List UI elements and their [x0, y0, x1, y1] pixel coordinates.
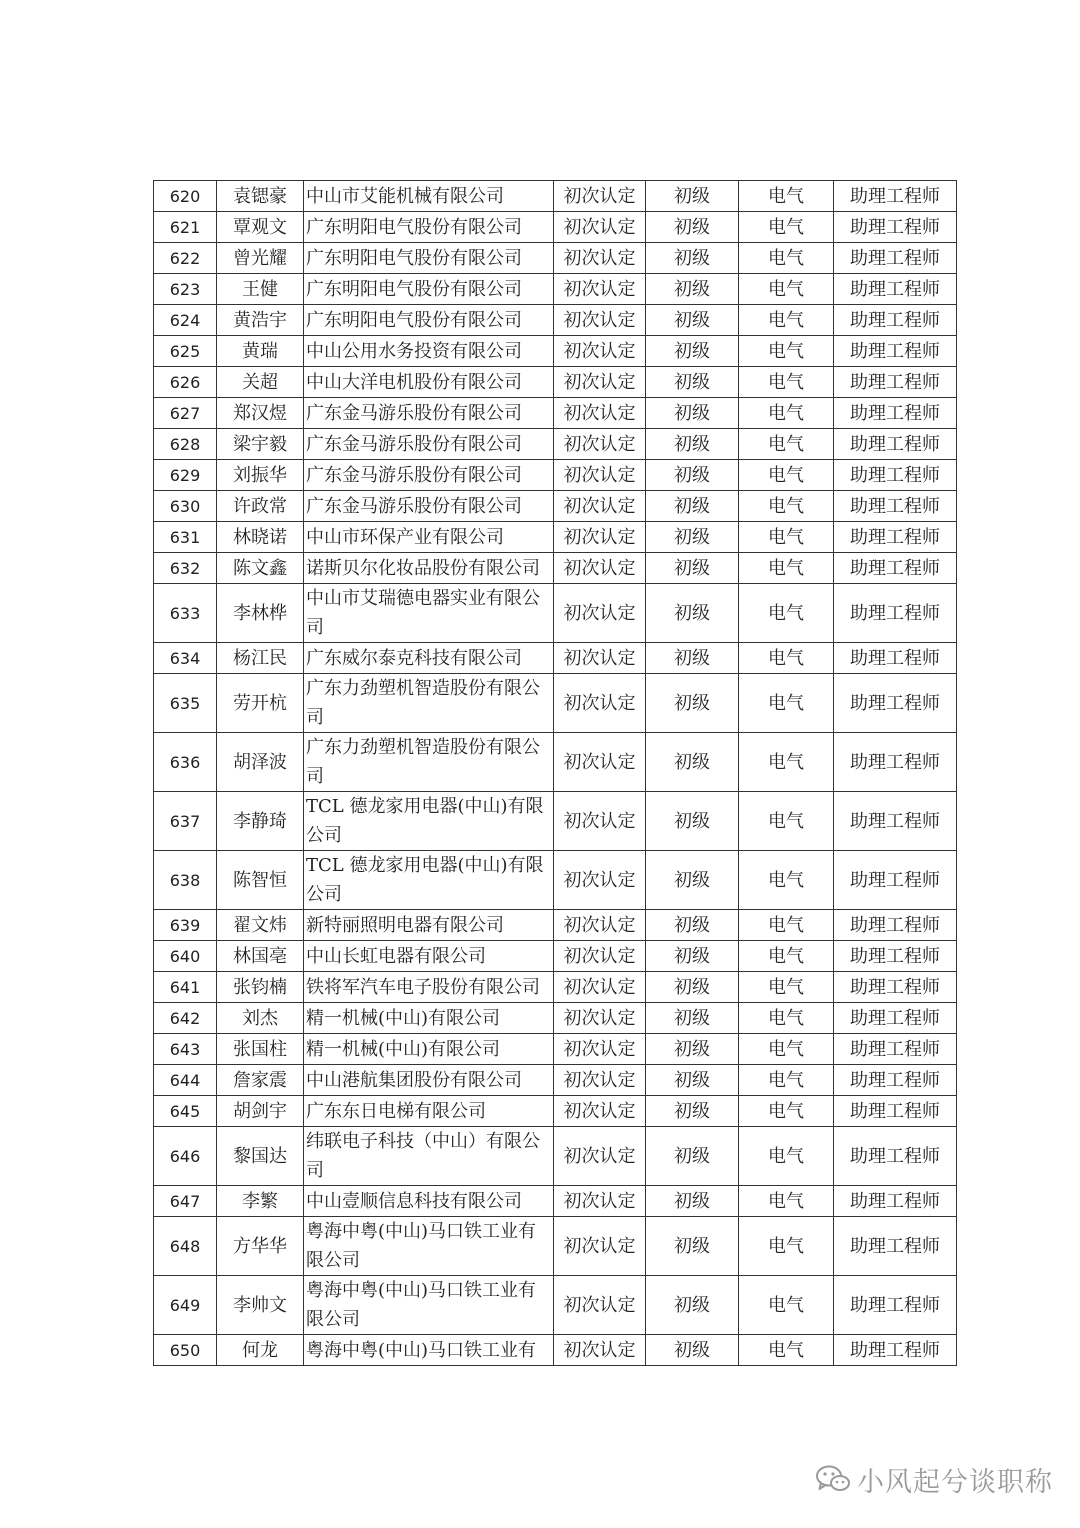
- row-number-cell: 622: [154, 243, 217, 274]
- title-level-cell: 初级: [646, 1003, 739, 1034]
- row-number-cell: 643: [154, 1034, 217, 1065]
- assessment-type-cell: 初次认定: [554, 1335, 646, 1366]
- row-number-cell: 649: [154, 1276, 217, 1335]
- specialty-cell: 电气: [739, 398, 834, 429]
- table-row: [154, 1065, 957, 1096]
- title-name-cell: 助理工程师: [834, 305, 957, 336]
- table-row: [154, 243, 957, 274]
- title-level-cell: 初级: [646, 491, 739, 522]
- title-level-cell: 初级: [646, 460, 739, 491]
- title-level-cell: 初级: [646, 792, 739, 851]
- specialty-cell: 电气: [739, 367, 834, 398]
- person-name-cell: 胡泽波: [217, 733, 304, 792]
- company-name-cell: TCL 德龙家用电器(中山)有限公司: [304, 792, 554, 851]
- table-row: [154, 429, 957, 460]
- person-name-cell: 何龙: [217, 1335, 304, 1366]
- specialty-cell: 电气: [739, 1217, 834, 1276]
- assessment-type-cell: 初次认定: [554, 1127, 646, 1186]
- company-name-cell: 广东明阳电气股份有限公司: [304, 212, 554, 243]
- assessment-type-cell: 初次认定: [554, 398, 646, 429]
- row-number-cell: 644: [154, 1065, 217, 1096]
- company-name-cell: 中山壹顺信息科技有限公司: [304, 1186, 554, 1217]
- specialty-cell: 电气: [739, 1034, 834, 1065]
- row-number-cell: 646: [154, 1127, 217, 1186]
- specialty-cell: 电气: [739, 305, 834, 336]
- table-row: [154, 851, 957, 910]
- specialty-cell: 电气: [739, 336, 834, 367]
- title-name-cell: 助理工程师: [834, 792, 957, 851]
- title-name-cell: 助理工程师: [834, 1127, 957, 1186]
- assessment-type-cell: 初次认定: [554, 941, 646, 972]
- wechat-icon: [815, 1464, 851, 1494]
- title-level-cell: 初级: [646, 584, 739, 643]
- company-name-cell: 广东金马游乐股份有限公司: [304, 460, 554, 491]
- row-number-cell: 639: [154, 910, 217, 941]
- assessment-type-cell: 初次认定: [554, 1065, 646, 1096]
- assessment-type-cell: 初次认定: [554, 274, 646, 305]
- specialty-cell: 电气: [739, 460, 834, 491]
- row-number-cell: 630: [154, 491, 217, 522]
- table-row: [154, 941, 957, 972]
- specialty-cell: 电气: [739, 243, 834, 274]
- assessment-type-cell: 初次认定: [554, 429, 646, 460]
- title-name-cell: 助理工程师: [834, 460, 957, 491]
- title-name-cell: 助理工程师: [834, 1276, 957, 1335]
- company-name-cell: 广东明阳电气股份有限公司: [304, 305, 554, 336]
- table-row: [154, 1276, 957, 1335]
- title-level-cell: 初级: [646, 398, 739, 429]
- title-level-cell: 初级: [646, 910, 739, 941]
- row-number-cell: 627: [154, 398, 217, 429]
- assessment-type-cell: 初次认定: [554, 460, 646, 491]
- title-name-cell: 助理工程师: [834, 367, 957, 398]
- person-name-cell: 陈文鑫: [217, 553, 304, 584]
- row-number-cell: 629: [154, 460, 217, 491]
- title-level-cell: 初级: [646, 429, 739, 460]
- table-row: [154, 1096, 957, 1127]
- row-number-cell: 628: [154, 429, 217, 460]
- title-level-cell: 初级: [646, 1276, 739, 1335]
- person-name-cell: 关超: [217, 367, 304, 398]
- company-name-cell: TCL 德龙家用电器(中山)有限公司: [304, 851, 554, 910]
- person-name-cell: 刘杰: [217, 1003, 304, 1034]
- table-row: [154, 181, 957, 212]
- title-name-cell: 助理工程师: [834, 522, 957, 553]
- company-name-cell: 中山港航集团股份有限公司: [304, 1065, 554, 1096]
- person-name-cell: 翟文炜: [217, 910, 304, 941]
- title-name-cell: 助理工程师: [834, 398, 957, 429]
- person-name-cell: 曾光耀: [217, 243, 304, 274]
- specialty-cell: 电气: [739, 910, 834, 941]
- assessment-type-cell: 初次认定: [554, 243, 646, 274]
- person-name-cell: 王健: [217, 274, 304, 305]
- row-number-cell: 650: [154, 1335, 217, 1366]
- company-name-cell: 广东明阳电气股份有限公司: [304, 243, 554, 274]
- title-level-cell: 初级: [646, 305, 739, 336]
- assessment-type-cell: 初次认定: [554, 733, 646, 792]
- row-number-cell: 635: [154, 674, 217, 733]
- person-name-cell: 李林桦: [217, 584, 304, 643]
- person-name-cell: 黄浩宇: [217, 305, 304, 336]
- assessment-type-cell: 初次认定: [554, 910, 646, 941]
- title-level-cell: 初级: [646, 1034, 739, 1065]
- company-name-cell: 中山市艾瑞德电器实业有限公司: [304, 584, 554, 643]
- title-level-cell: 初级: [646, 733, 739, 792]
- table-row: [154, 584, 957, 643]
- table-row: [154, 643, 957, 674]
- table-row: [154, 336, 957, 367]
- assessment-type-cell: 初次认定: [554, 1034, 646, 1065]
- table-row: [154, 491, 957, 522]
- table-row: [154, 1186, 957, 1217]
- title-level-cell: 初级: [646, 851, 739, 910]
- assessment-type-cell: 初次认定: [554, 674, 646, 733]
- person-name-cell: 覃观文: [217, 212, 304, 243]
- specialty-cell: 电气: [739, 553, 834, 584]
- assessment-type-cell: 初次认定: [554, 1276, 646, 1335]
- specialty-cell: 电气: [739, 181, 834, 212]
- person-name-cell: 詹家震: [217, 1065, 304, 1096]
- person-name-cell: 胡剑宇: [217, 1096, 304, 1127]
- title-name-cell: 助理工程师: [834, 1217, 957, 1276]
- company-name-cell: 广东金马游乐股份有限公司: [304, 491, 554, 522]
- table-row: [154, 212, 957, 243]
- person-name-cell: 陈智恒: [217, 851, 304, 910]
- company-name-cell: 中山大洋电机股份有限公司: [304, 367, 554, 398]
- assessment-type-cell: 初次认定: [554, 972, 646, 1003]
- company-name-cell: 铁将军汽车电子股份有限公司: [304, 972, 554, 1003]
- table-row: [154, 674, 957, 733]
- title-level-cell: 初级: [646, 643, 739, 674]
- title-name-cell: 助理工程师: [834, 274, 957, 305]
- title-level-cell: 初级: [646, 274, 739, 305]
- table-row: [154, 1217, 957, 1276]
- company-name-cell: 新特丽照明电器有限公司: [304, 910, 554, 941]
- company-name-cell: 中山市艾能机械有限公司: [304, 181, 554, 212]
- watermark: [815, 1455, 1053, 1503]
- title-name-cell: 助理工程师: [834, 491, 957, 522]
- company-name-cell: 广东金马游乐股份有限公司: [304, 398, 554, 429]
- title-name-cell: 助理工程师: [834, 910, 957, 941]
- row-number-cell: 634: [154, 643, 217, 674]
- title-name-cell: 助理工程师: [834, 336, 957, 367]
- row-number-cell: 633: [154, 584, 217, 643]
- table-row: [154, 1335, 957, 1366]
- specialty-cell: 电气: [739, 972, 834, 1003]
- title-level-cell: 初级: [646, 553, 739, 584]
- assessment-type-cell: 初次认定: [554, 553, 646, 584]
- row-number-cell: 647: [154, 1186, 217, 1217]
- title-level-cell: 初级: [646, 674, 739, 733]
- title-level-cell: 初级: [646, 522, 739, 553]
- company-name-cell: 广东东日电梯有限公司: [304, 1096, 554, 1127]
- title-name-cell: 助理工程师: [834, 584, 957, 643]
- specialty-cell: 电气: [739, 584, 834, 643]
- assessment-type-cell: 初次认定: [554, 1003, 646, 1034]
- title-name-cell: 助理工程师: [834, 733, 957, 792]
- assessment-type-cell: 初次认定: [554, 367, 646, 398]
- title-name-cell: 助理工程师: [834, 643, 957, 674]
- assessment-type-cell: 初次认定: [554, 491, 646, 522]
- roster-body: [154, 181, 957, 1366]
- row-number-cell: 637: [154, 792, 217, 851]
- row-number-cell: 624: [154, 305, 217, 336]
- table-row: [154, 274, 957, 305]
- title-level-cell: 初级: [646, 243, 739, 274]
- row-number-cell: 638: [154, 851, 217, 910]
- person-name-cell: 林国亳: [217, 941, 304, 972]
- assessment-type-cell: 初次认定: [554, 584, 646, 643]
- row-number-cell: 636: [154, 733, 217, 792]
- company-name-cell: 精一机械(中山)有限公司: [304, 1034, 554, 1065]
- company-name-cell: 中山长虹电器有限公司: [304, 941, 554, 972]
- table-row: [154, 553, 957, 584]
- row-number-cell: 645: [154, 1096, 217, 1127]
- specialty-cell: 电气: [739, 733, 834, 792]
- title-name-cell: 助理工程师: [834, 941, 957, 972]
- row-number-cell: 632: [154, 553, 217, 584]
- title-level-cell: 初级: [646, 336, 739, 367]
- row-number-cell: 640: [154, 941, 217, 972]
- person-name-cell: 黎国达: [217, 1127, 304, 1186]
- row-number-cell: 631: [154, 522, 217, 553]
- table-row: [154, 367, 957, 398]
- assessment-type-cell: 初次认定: [554, 1217, 646, 1276]
- title-level-cell: 初级: [646, 367, 739, 398]
- title-name-cell: 助理工程师: [834, 429, 957, 460]
- person-name-cell: 张国柱: [217, 1034, 304, 1065]
- row-number-cell: 620: [154, 181, 217, 212]
- assessment-type-cell: 初次认定: [554, 212, 646, 243]
- title-name-cell: 助理工程师: [834, 243, 957, 274]
- person-name-cell: 黄瑞: [217, 336, 304, 367]
- person-name-cell: 李繁: [217, 1186, 304, 1217]
- company-name-cell: 广东力劲塑机智造股份有限公司: [304, 674, 554, 733]
- table-row: [154, 733, 957, 792]
- title-level-cell: 初级: [646, 1127, 739, 1186]
- company-name-cell: 诺斯贝尔化妆品股份有限公司: [304, 553, 554, 584]
- person-name-cell: 刘振华: [217, 460, 304, 491]
- title-name-cell: 助理工程师: [834, 1096, 957, 1127]
- row-number-cell: 626: [154, 367, 217, 398]
- table-row: [154, 1034, 957, 1065]
- specialty-cell: 电气: [739, 1276, 834, 1335]
- table-row: [154, 792, 957, 851]
- company-name-cell: 中山公用水务投资有限公司: [304, 336, 554, 367]
- assessment-type-cell: 初次认定: [554, 1186, 646, 1217]
- assessment-type-cell: 初次认定: [554, 851, 646, 910]
- company-name-cell: 广东金马游乐股份有限公司: [304, 429, 554, 460]
- specialty-cell: 电气: [739, 643, 834, 674]
- assessment-type-cell: 初次认定: [554, 522, 646, 553]
- title-name-cell: 助理工程师: [834, 1186, 957, 1217]
- title-name-cell: 助理工程师: [834, 972, 957, 1003]
- specialty-cell: 电气: [739, 522, 834, 553]
- table-row: [154, 460, 957, 491]
- person-name-cell: 方华华: [217, 1217, 304, 1276]
- specialty-cell: 电气: [739, 1127, 834, 1186]
- specialty-cell: 电气: [739, 1335, 834, 1366]
- specialty-cell: 电气: [739, 429, 834, 460]
- table-row: [154, 305, 957, 336]
- row-number-cell: 641: [154, 972, 217, 1003]
- specialty-cell: 电气: [739, 491, 834, 522]
- company-name-cell: 粤海中粤(中山)马口铁工业有限公司: [304, 1217, 554, 1276]
- title-level-cell: 初级: [646, 181, 739, 212]
- table-row: [154, 1127, 957, 1186]
- specialty-cell: 电气: [739, 1096, 834, 1127]
- watermark-text: 小风起兮谈职称: [857, 1466, 1053, 1498]
- person-name-cell: 梁宇毅: [217, 429, 304, 460]
- roster-table: [153, 180, 957, 1366]
- table-row: [154, 1003, 957, 1034]
- table-row: [154, 522, 957, 553]
- row-number-cell: 648: [154, 1217, 217, 1276]
- title-level-cell: 初级: [646, 941, 739, 972]
- table-row: [154, 910, 957, 941]
- company-name-cell: 广东明阳电气股份有限公司: [304, 274, 554, 305]
- specialty-cell: 电气: [739, 1065, 834, 1096]
- title-name-cell: 助理工程师: [834, 851, 957, 910]
- specialty-cell: 电气: [739, 941, 834, 972]
- row-number-cell: 623: [154, 274, 217, 305]
- table-row: [154, 972, 957, 1003]
- specialty-cell: 电气: [739, 1003, 834, 1034]
- table-row: [154, 398, 957, 429]
- title-name-cell: 助理工程师: [834, 553, 957, 584]
- title-name-cell: 助理工程师: [834, 1003, 957, 1034]
- person-name-cell: 袁锶豪: [217, 181, 304, 212]
- title-level-cell: 初级: [646, 1186, 739, 1217]
- title-name-cell: 助理工程师: [834, 674, 957, 733]
- assessment-type-cell: 初次认定: [554, 1096, 646, 1127]
- title-name-cell: 助理工程师: [834, 1335, 957, 1366]
- company-name-cell: 中山市环保产业有限公司: [304, 522, 554, 553]
- specialty-cell: 电气: [739, 851, 834, 910]
- row-number-cell: 642: [154, 1003, 217, 1034]
- company-name-cell: 广东威尔泰克科技有限公司: [304, 643, 554, 674]
- assessment-type-cell: 初次认定: [554, 181, 646, 212]
- person-name-cell: 李静琦: [217, 792, 304, 851]
- title-level-cell: 初级: [646, 1065, 739, 1096]
- title-level-cell: 初级: [646, 212, 739, 243]
- title-name-cell: 助理工程师: [834, 1034, 957, 1065]
- specialty-cell: 电气: [739, 212, 834, 243]
- assessment-type-cell: 初次认定: [554, 336, 646, 367]
- person-name-cell: 劳开杭: [217, 674, 304, 733]
- assessment-type-cell: 初次认定: [554, 305, 646, 336]
- row-number-cell: 621: [154, 212, 217, 243]
- assessment-type-cell: 初次认定: [554, 643, 646, 674]
- company-name-cell: 精一机械(中山)有限公司: [304, 1003, 554, 1034]
- title-level-cell: 初级: [646, 1096, 739, 1127]
- specialty-cell: 电气: [739, 274, 834, 305]
- company-name-cell: 粤海中粤(中山)马口铁工业有: [304, 1335, 554, 1366]
- title-name-cell: 助理工程师: [834, 212, 957, 243]
- title-level-cell: 初级: [646, 1335, 739, 1366]
- title-name-cell: 助理工程师: [834, 1065, 957, 1096]
- title-name-cell: 助理工程师: [834, 181, 957, 212]
- person-name-cell: 李帅文: [217, 1276, 304, 1335]
- person-name-cell: 杨江民: [217, 643, 304, 674]
- assessment-type-cell: 初次认定: [554, 792, 646, 851]
- person-name-cell: 林晓诺: [217, 522, 304, 553]
- specialty-cell: 电气: [739, 674, 834, 733]
- person-name-cell: 郑汉煜: [217, 398, 304, 429]
- company-name-cell: 广东力劲塑机智造股份有限公司: [304, 733, 554, 792]
- person-name-cell: 许政常: [217, 491, 304, 522]
- company-name-cell: 粤海中粤(中山)马口铁工业有限公司: [304, 1276, 554, 1335]
- title-level-cell: 初级: [646, 1217, 739, 1276]
- specialty-cell: 电气: [739, 1186, 834, 1217]
- specialty-cell: 电气: [739, 792, 834, 851]
- person-name-cell: 张钧楠: [217, 972, 304, 1003]
- title-level-cell: 初级: [646, 972, 739, 1003]
- company-name-cell: 纬联电子科技（中山）有限公司: [304, 1127, 554, 1186]
- row-number-cell: 625: [154, 336, 217, 367]
